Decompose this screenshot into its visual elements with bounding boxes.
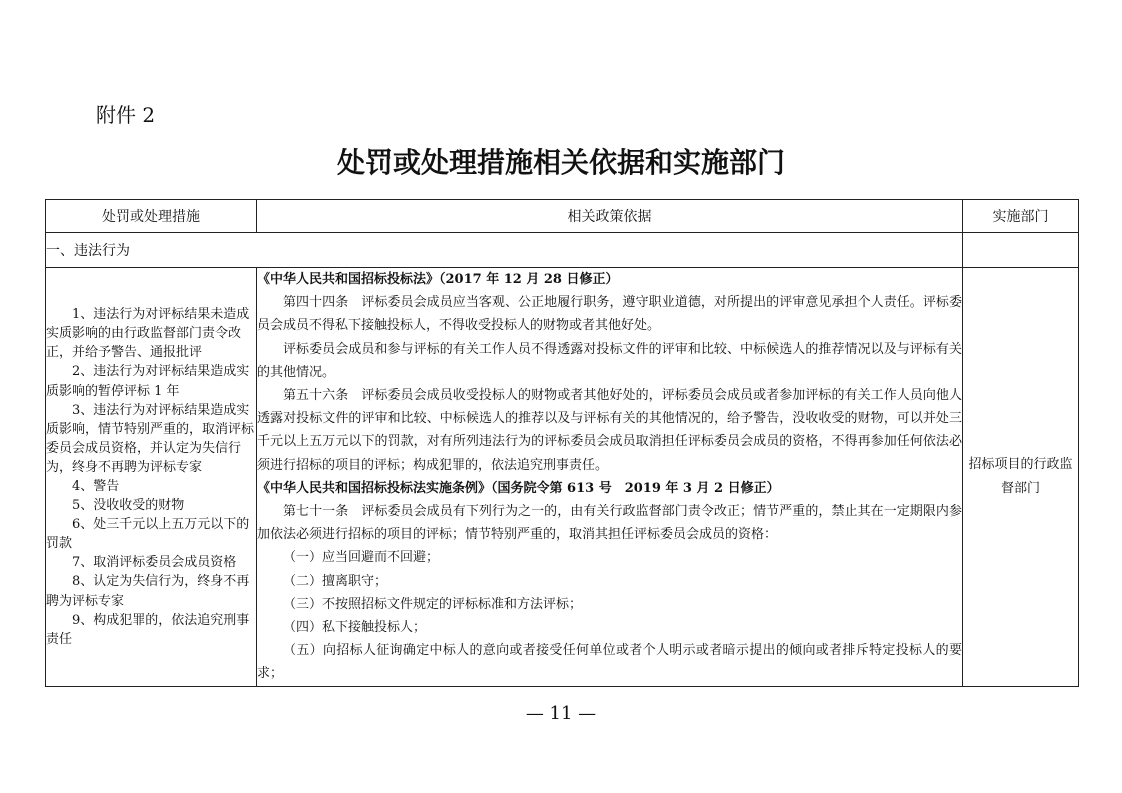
law-paragraph: （一）应当回避而不回避； [283,550,440,566]
law-title: 《中华人民共和国招标投标法实施条例》（国务院令第 613 号 2019 年 3 月 2 日修正） [257,480,780,496]
measure-item: 4、警告 [72,479,120,494]
measure-item: 6、处三千元以上五万元以下的罚款 [46,517,250,552]
law-paragraph: 第五十六条 评标委员会成员收受投标人的财物或者其他好处的，评标委员会成员或者参加评标的有关工作人员向他人透露对投标文件的评审和比较、中标候选人的推荐以及与评标有关的其他情况的，给予警告，没收收受的财物，可以并处三千元以上五万元以下的罚款，对有所列违法行为的评标委员会成员取消担任评标委员会成员的资格，不得再参加任何依法必须进行招标的项目的评标；构成犯罪的，依法追究刑事责任。 [257,388,962,473]
measure-item: 7、取消评标委员会成员资格 [72,555,237,571]
header-department: 实施部门 [963,200,1079,233]
measure-item: 5、没收收受的财物 [72,498,185,514]
law-paragraph: 第四十四条 评标委员会成员应当客观、公正地履行职务，遵守职业道德，对所提出的评审意见承担个人责任。评标委员会成员不得私下接触投标人，不得收受投标人的财物或者其他好处。 [257,295,962,334]
law-title: 《中华人民共和国招标投标法》（2017 年 12 月 28 日修正） [257,272,619,287]
attachment-label: 附件 2 [96,103,156,127]
header-measures: 处罚或处理措施 [46,200,257,233]
section-empty-cell [963,233,1079,268]
section-row [46,233,1079,268]
section-title: 一、违法行为 [46,233,963,268]
law-paragraph: 评标委员会成员和参与评标的有关工作人员不得透露对投标文件的评审和比较、中标候选人的推荐情况以及与评标有关的其他情况。 [257,341,962,380]
law-paragraph: （五）向招标人征询确定中标人的意向或者接受任何单位或者个人明示或者暗示提出的倾向或者排斥特定投标人的要求； [257,643,962,682]
law-paragraph: 第七十一条 评标委员会成员有下列行为之一的，由有关行政监督部门责令改正；情节严重的，禁止其在一定期限内参加依法必须进行招标的项目的评标；情节特别严重的，取消其担任评标委员会成员的资格： [257,504,962,543]
basis-cell [257,268,963,687]
measure-item: 3、违法行为对评标结果造成实质影响，情节特别严重的，取消评标委员会成员资格，并认定为失信行为，终身不再聘为评标专家 [46,402,255,475]
page-number: — 11 — [525,703,597,724]
department-cell: 招标项目的行政监督部门 [963,268,1079,687]
table-row [46,268,1079,687]
measure-item: 8、认定为失信行为，终身不再聘为评标专家 [46,574,250,609]
basis-table [45,199,1079,687]
document-title: 处罚或处理措施相关依据和实施部门 [336,146,785,179]
measure-item: 9、构成犯罪的，依法追究刑事责任 [46,612,250,647]
measure-item: 1、违法行为对评标结果未造成实质影响的由行政监督部门责令改正，并给予警告、通报批评 [46,307,250,361]
law-paragraph: （二）擅离职守； [283,573,388,589]
measures-cell [46,268,257,687]
law-paragraph: （四）私下接触投标人； [283,620,427,636]
measure-item: 2、违法行为对评标结果造成实质影响的暂停评标 1 年 [46,364,250,399]
table-header-row [46,200,1079,233]
header-basis: 相关政策依据 [257,200,963,233]
law-paragraph: （三）不按照招标文件规定的评标标准和方法评标； [283,596,583,612]
